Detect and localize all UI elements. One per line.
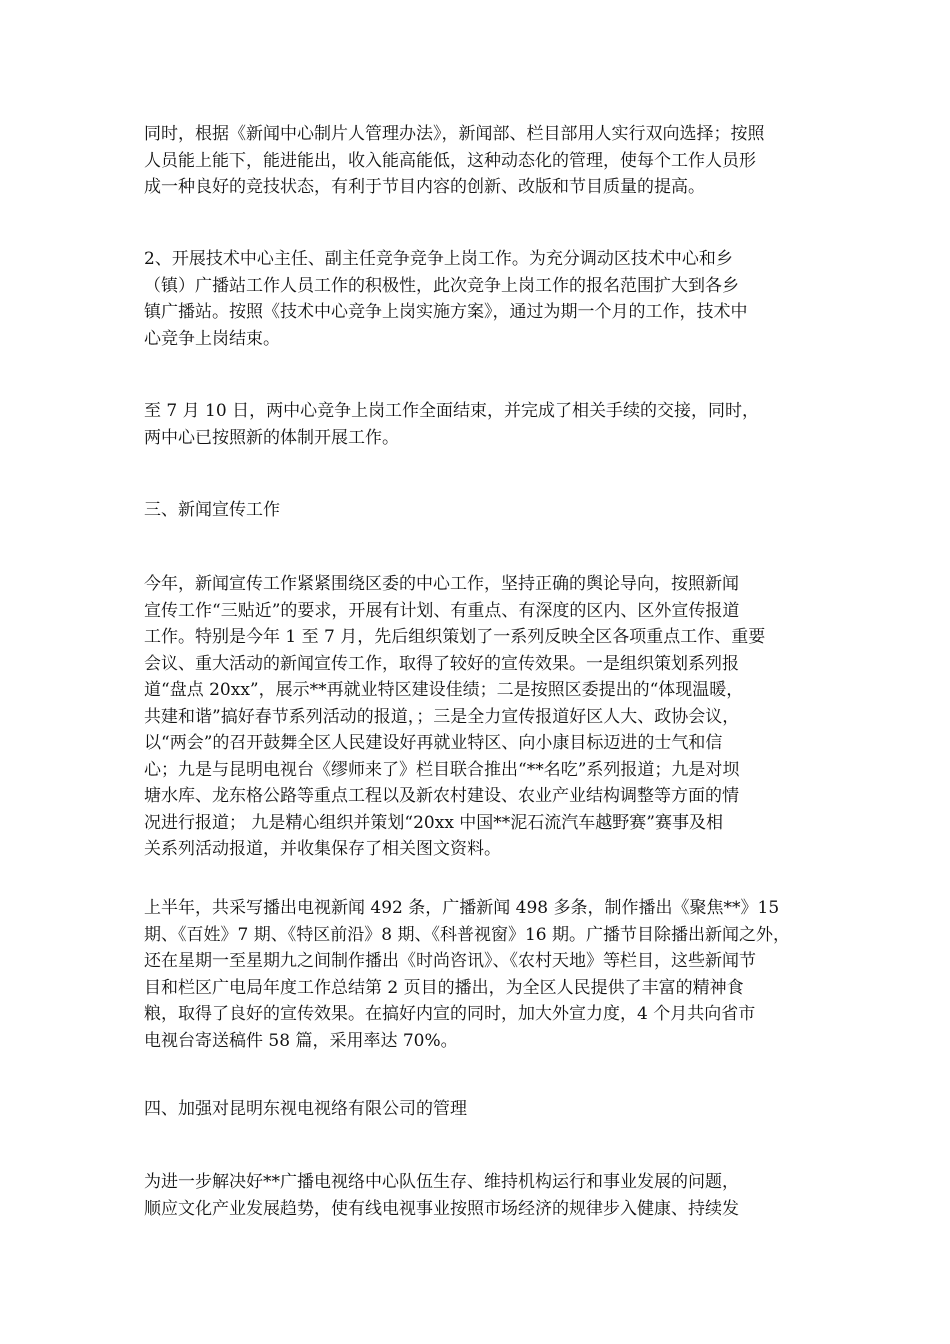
paragraph-first-half-statistics: [144, 895, 808, 1054]
text-line: 顺应文化产业发展趋势，使有线电视事业按照市场经济的规律步入健康、持续发: [144, 1198, 739, 1219]
text-line: 电视台寄送稿件 58 篇，采用率达 70%。: [144, 1030, 458, 1051]
paragraph-competition-completed: [144, 398, 808, 451]
text-line: 塘水库、龙东格公路等重点工程以及新农村建设、农业产业结构调整等方面的情: [144, 786, 739, 806]
text-line: 两中心已按照新的体制开展工作。: [144, 427, 399, 448]
text-line: 三、新闻宣传工作: [144, 500, 280, 520]
section-heading-news-publicity: [144, 497, 808, 524]
paragraph-network-center-development: [144, 1169, 808, 1222]
text-line: 心；九是与昆明电视台《缪师来了》栏目联合推出“**名吃”系列报道；九是对坝: [144, 759, 740, 780]
text-line: 2、开展技术中心主任、副主任竞争竞争上岗工作。为充分调动区技术中心和乡: [144, 249, 733, 269]
text-line: 心竞争上岗结束。: [144, 328, 280, 349]
text-line: 今年，新闻宣传工作紧紧围绕区委的中心工作，坚持正确的舆论导向，按照新闻: [144, 574, 739, 594]
text-line: 粮，取得了良好的宣传效果。在搞好内宣的同时，加大外宣力度，4 个月共向省市: [144, 1004, 756, 1024]
text-line: 人员能上能下，能进能出，收入能高能低，这种动态化的管理，使每个工作人员形: [144, 150, 756, 171]
paragraph-news-publicity-work: [144, 571, 808, 863]
text-line: 镇广播站。按照《技术中心竞争上岗实施方案》，通过为期一个月的工作，技术中: [144, 302, 748, 322]
text-line: （镇）广播站工作人员工作的积极性，此次竞争上岗工作的报名范围扩大到各乡: [144, 275, 739, 296]
text-line: 成一种良好的竞技状态，有利于节目内容的创新、改版和节目质量的提高。: [144, 177, 705, 197]
paragraph-news-center-management: [144, 121, 808, 201]
text-line: 况进行报道； 九是精心组织并策划“20xx 中国**泥石流汽车越野赛”赛事及相: [144, 812, 723, 833]
text-line: 为进一步解决好**广播电视络中心队伍生存、维持机构运行和事业发展的问题，: [144, 1172, 739, 1192]
text-line: 以“两会”的召开鼓舞全区人民建设好再就业特区、向小康目标迈进的士气和信: [144, 733, 723, 753]
text-line: 四、加强对昆明东视电视络有限公司的管理: [144, 1099, 467, 1119]
text-line: 共建和谐”搞好春节系列活动的报道，；三是全力宣传报道好区人大、政协会议，: [144, 706, 740, 727]
paragraph-tech-center-competition: [144, 246, 808, 352]
text-line: 同时，根据《新闻中心制片人管理办法》，新闻部、栏目部用人实行双向选择；按照: [144, 124, 765, 144]
text-line: 上半年，共采写播出电视新闻 492 条，广播新闻 498 多条，制作播出《聚焦**》15: [144, 898, 780, 918]
text-line: 关系列活动报道，并收集保存了相关图文资料。: [144, 839, 501, 859]
text-line: 期、《百姓》7 期、《特区前沿》8 期、《科普视窗》16 期。广播节目除播出新闻之外，: [144, 924, 790, 945]
text-line: 目和栏区广电局年度工作总结第 2 页目的播出，为全区人民提供了丰富的精神食: [144, 977, 744, 998]
text-line: 宣传工作“三贴近”的要求，开展有计划、有重点、有深度的区内、区外宣传报道: [144, 600, 740, 621]
text-line: 会议、重大活动的新闻宣传工作，取得了较好的宣传效果。一是组织策划系列报: [144, 653, 739, 674]
text-line: 至 7 月 10 日，两中心竞争上岗工作全面结束，并完成了相关手续的交接，同时，: [144, 401, 760, 421]
text-line: 道“盘点 20xx”，展示**再就业特区建设佳绩；二是按照区委提出的“体现温暖，: [144, 680, 744, 700]
section-heading-company-management: [144, 1096, 808, 1123]
text-line: 工作。特别是今年 1 至 7 月，先后组织策划了一系列反映全区各项重点工作、重要: [144, 627, 766, 647]
text-line: 还在星期一至星期九之间制作播出《时尚咨讯》、《农村天地》等栏目，这些新闻节: [144, 951, 756, 971]
